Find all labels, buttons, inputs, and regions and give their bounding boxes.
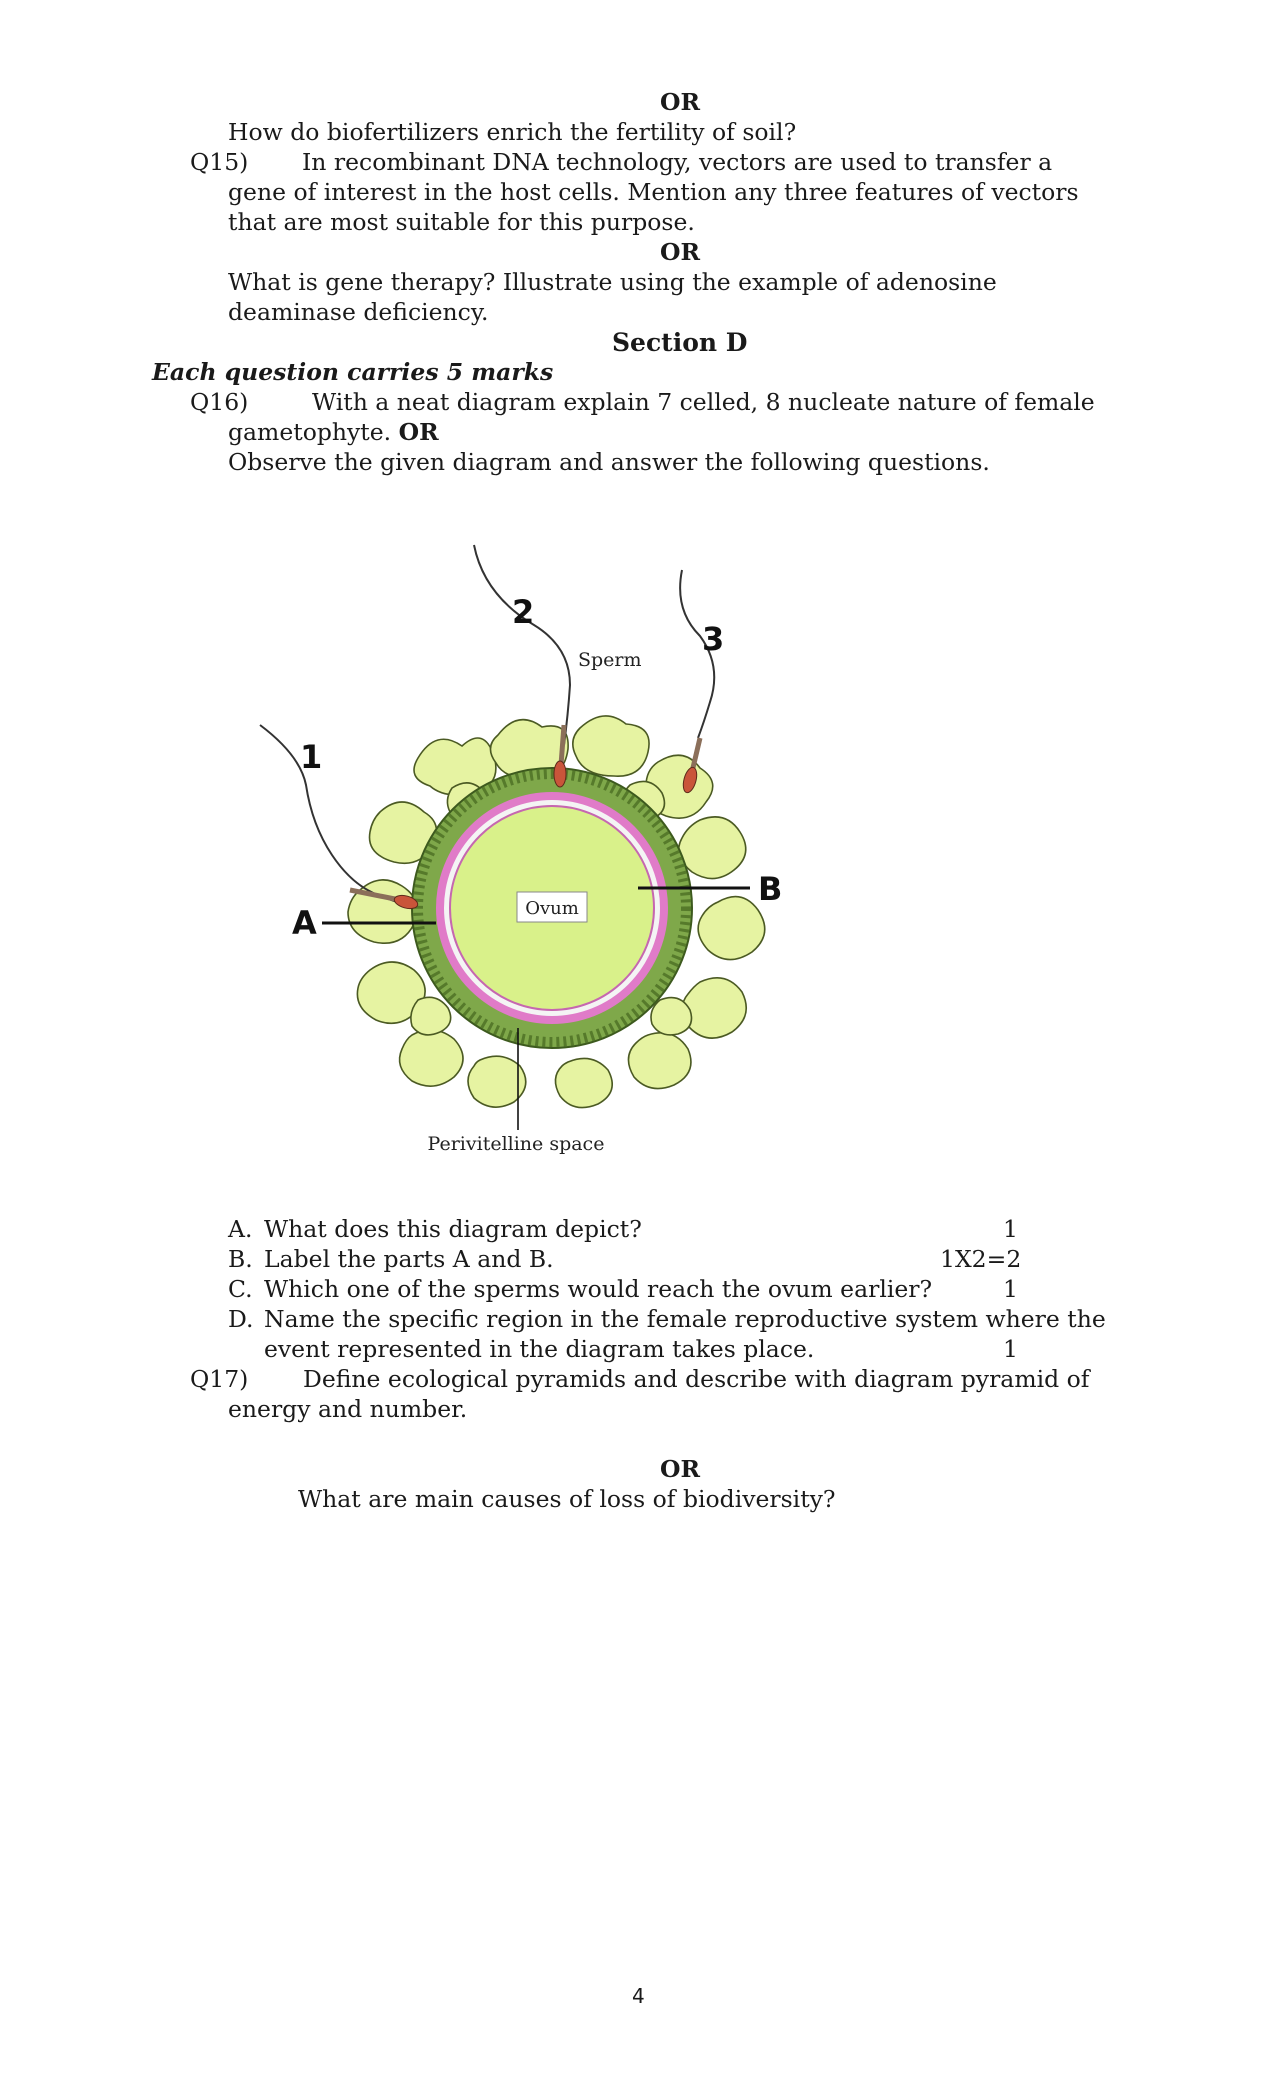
q17-line2: energy and number. bbox=[228, 1395, 468, 1423]
q16-line2-text: gametophyte. bbox=[228, 418, 392, 446]
q16-line1: With a neat diagram explain 7 celled, 8 nucleate nature of female bbox=[312, 388, 1095, 416]
q15-line3: that are most suitable for this purpose. bbox=[228, 208, 695, 236]
section-subtitle: Each question carries 5 marks bbox=[152, 358, 554, 386]
section-title: Section D bbox=[612, 328, 748, 357]
q16-sub-d-text: Name the specific region in the female reproductive system where the bbox=[264, 1305, 1106, 1333]
q16-sub-b-marks: 1X2=2 bbox=[940, 1245, 1022, 1273]
or-label: OR bbox=[660, 238, 701, 266]
follicle-cell bbox=[651, 998, 692, 1035]
q16-sub-c-letter: C. bbox=[228, 1275, 253, 1303]
q15-alt-line2: deaminase deficiency. bbox=[228, 298, 489, 326]
sperm-2-tail bbox=[474, 545, 570, 745]
follicle-cell bbox=[679, 817, 746, 879]
page-number: 4 bbox=[632, 1984, 645, 2008]
follicle-cell bbox=[468, 1056, 526, 1107]
sperm-2-midpiece bbox=[561, 725, 564, 765]
follicle-cell bbox=[411, 997, 451, 1035]
follicle-cell bbox=[555, 1058, 612, 1107]
sperm-2-head bbox=[554, 761, 566, 787]
q16-line2 bbox=[228, 418, 439, 448]
follicle-cell bbox=[573, 716, 649, 776]
q16-sub-c-text: Which one of the sperms would reach the ovum earlier? bbox=[264, 1275, 933, 1303]
or-label: OR bbox=[660, 1455, 701, 1483]
sperm-label: Sperm bbox=[578, 649, 642, 671]
sperm-3-number: 3 bbox=[702, 620, 725, 658]
q16-sub-b-letter: B. bbox=[228, 1245, 253, 1273]
q15-number: Q15) bbox=[190, 148, 249, 176]
q16-sub-a-marks: 1 bbox=[1003, 1215, 1018, 1243]
q17-alternative: What are main causes of loss of biodiversity? bbox=[298, 1485, 836, 1513]
or-inline: OR bbox=[398, 418, 439, 446]
q17-line1: Define ecological pyramids and describe with diagram pyramid of bbox=[303, 1365, 1090, 1393]
sperm-2-number: 2 bbox=[512, 593, 535, 631]
label-a: A bbox=[292, 904, 317, 942]
q17-number: Q17) bbox=[190, 1365, 249, 1393]
q15-alt-line1: What is gene therapy? Illustrate using the example of adenosine bbox=[228, 268, 997, 296]
fertilization-diagram bbox=[230, 530, 870, 1170]
ovum-label: Ovum bbox=[525, 898, 579, 919]
sperm-1-number: 1 bbox=[300, 738, 323, 776]
q16-sub-b-text: Label the parts A and B. bbox=[264, 1245, 554, 1273]
q16-sub-c-marks: 1 bbox=[1003, 1275, 1018, 1303]
follicle-cell bbox=[698, 897, 765, 960]
fertilization-svg bbox=[230, 530, 870, 1170]
q16-sub-d-marks: 1 bbox=[1003, 1335, 1018, 1363]
label-b: B bbox=[758, 870, 783, 908]
q16-number: Q16) bbox=[190, 388, 249, 416]
q15-line2: gene of interest in the host cells. Mention any three features of vectors bbox=[228, 178, 1079, 206]
follicle-cell bbox=[400, 1030, 463, 1086]
q16-sub-a-text: What does this diagram depict? bbox=[264, 1215, 642, 1243]
follicle-cell bbox=[682, 978, 746, 1038]
q16-sub-a-letter: A. bbox=[228, 1215, 253, 1243]
or-label: OR bbox=[660, 88, 701, 116]
q16-sub-d-text2: event represented in the diagram takes place. bbox=[264, 1335, 815, 1363]
perivitelline-label: Perivitelline space bbox=[427, 1133, 605, 1155]
q16-sub-d-letter: D. bbox=[228, 1305, 254, 1333]
follicle-cell bbox=[628, 1033, 690, 1089]
q15-line1: In recombinant DNA technology, vectors are used to transfer a bbox=[302, 148, 1053, 176]
q14-alternative: How do biofertilizers enrich the fertility of soil? bbox=[228, 118, 797, 146]
q16-line3: Observe the given diagram and answer the following questions. bbox=[228, 448, 990, 476]
